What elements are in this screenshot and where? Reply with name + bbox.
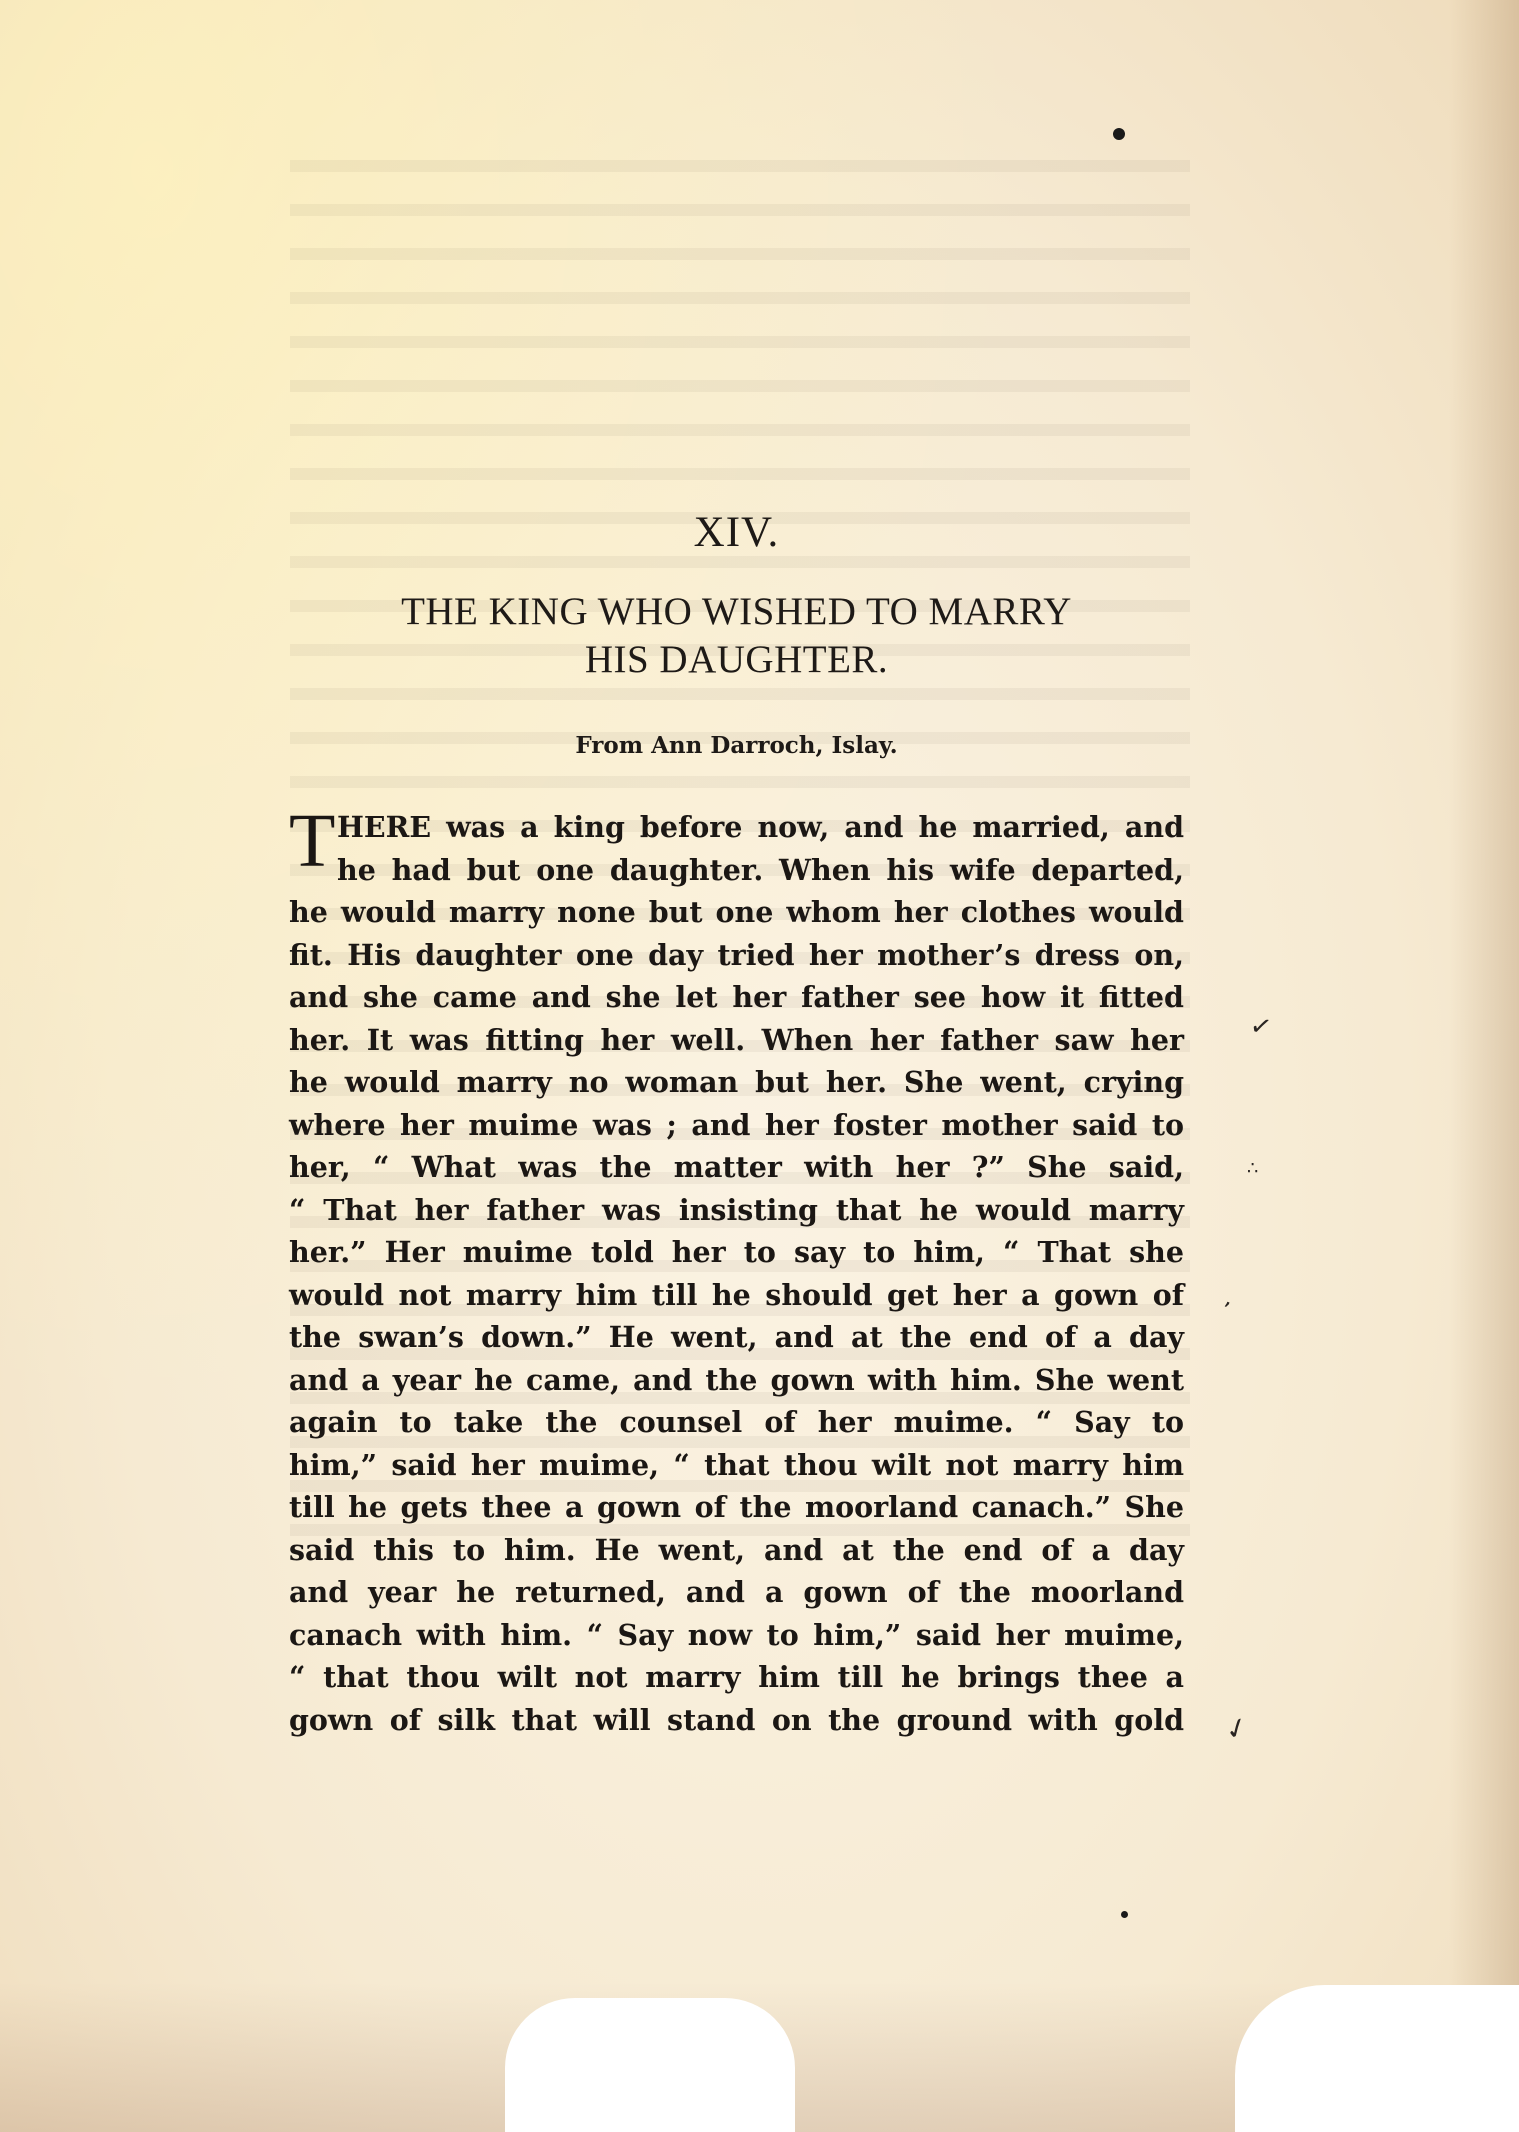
text-line: her, “ What was the matter with her ?” She said, [289,1150,1184,1184]
text-line: canach with him. “ Say now to him,” said her muime, [289,1617,1184,1652]
margin-pencil-mark-4: ✓ [1220,1708,1254,1749]
margin-dot-bottom [1121,1911,1128,1918]
text-line: gown of silk that will stand on the ground with gold [289,1702,1184,1737]
chapter-title-line-1: THE KING WHO WISHED TO MARRY [401,590,1072,633]
text-line: where her muime was ; and her foster mother said to [289,1107,1184,1142]
page-cutout-right [1235,1985,1519,2132]
text-line: HERE was a king before now, and he married, and [337,810,1184,844]
text-line: till he gets thee a gown of the moorland canach.” She [289,1490,1184,1524]
margin-dot-top [1113,128,1125,140]
text-line: and a year he came, and the gown with him. She went [289,1362,1184,1397]
text-line: and she came and she let her father see how it fitted [289,980,1184,1014]
text-line: said this to him. He went, and at the end of a day [289,1532,1184,1567]
text-line: her.” Her muime told her to say to him, “ That she [289,1235,1184,1269]
text-line: her. It was fitting her well. When her father saw her [289,1022,1184,1057]
text-line: “ that thou wilt not marry him till he brings thee a [289,1660,1184,1694]
text-line: would not marry him till he should get her a gown of [289,1277,1184,1312]
margin-pencil-mark-3: , [1221,1285,1238,1312]
page-edge-shadow [1449,0,1519,2132]
page-cutout-left [505,1998,795,2132]
text-line: fit. His daughter one day tried her mother’s dress on, [289,937,1184,972]
margin-pencil-mark-2: ∴ [1247,1158,1259,1179]
text-line: the swan’s down.” He went, and at the end of a day [289,1320,1184,1354]
chapter-title-line-2: HIS DAUGHTER. [584,638,889,681]
text-line: him,” said her muime, “ that thou wilt not marry him [289,1447,1184,1482]
text-line: and year he returned, and a gown of the moorland [289,1575,1184,1609]
chapter-title [289,588,1184,684]
drop-cap: T [289,799,336,883]
text-line: “ That her father was insisting that he would marry [289,1192,1184,1227]
text-line: he would marry no woman but her. She went, crying [289,1065,1184,1099]
chapter-source: From Ann Darroch, Islay. [575,732,898,759]
chapter-number: XIV. [693,509,780,556]
text-line: again to take the counsel of her muime. “ Say to [289,1405,1184,1439]
body-text [289,799,1184,1741]
text-line: he would marry none but one whom her clothes would [289,895,1184,929]
text-line: he had but one daughter. When his wife departed, [337,852,1184,887]
margin-pencil-mark-1: ✓ [1247,1010,1275,1044]
